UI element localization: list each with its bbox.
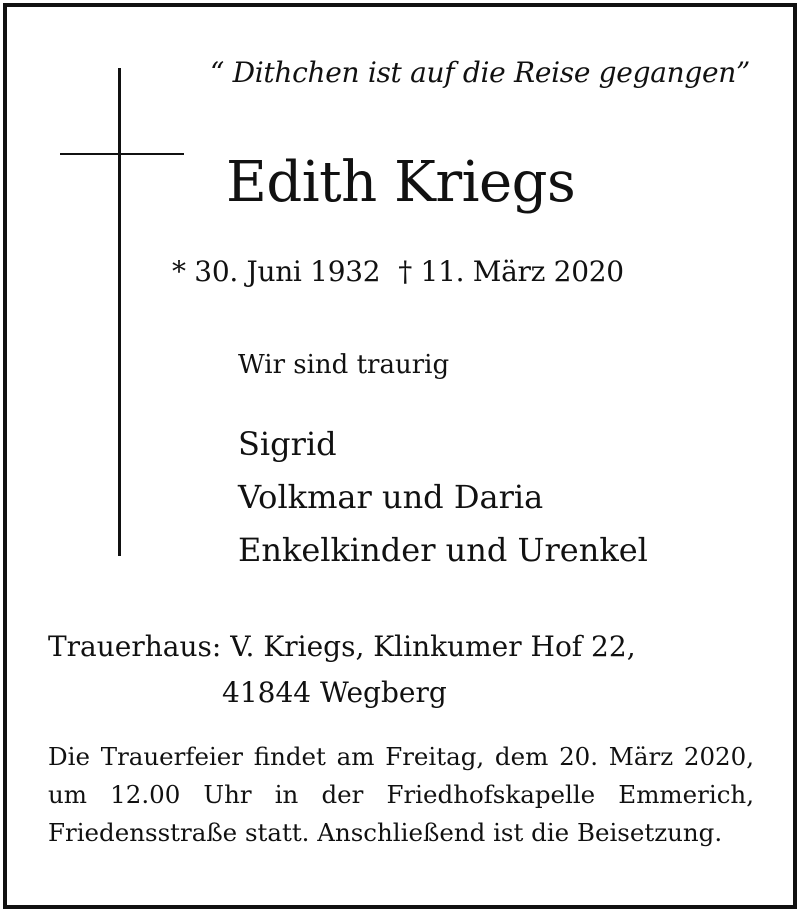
mourning-house-city: 41844 Wegberg [222,676,447,709]
funeral-details: Die Trauerfeier findet am Freitag, dem 20. März 2020, um 12.00 Uhr in der Friedhofskapelle Emmerich, Friedensstraße statt. Anschließend ist die Beisetzung. [48,742,754,847]
mourning-house-address: Trauerhaus: V. Kriegs, Klinkumer Hof 22, [48,630,636,663]
mourning-line: Wir sind traurig [238,350,450,380]
family-member: Volkmar und Daria [238,478,544,516]
cross-icon-horizontal [60,153,184,155]
birth-date: * 30. Juni 1932 [172,255,381,288]
quote: “ Dithchen ist auf die Reise gegangen” [210,56,750,89]
deceased-name: Edith Kriegs [226,150,576,215]
family-member: Enkelkinder und Urenkel [238,531,648,569]
life-dates [172,255,624,288]
death-date: † 11. März 2020 [398,255,624,288]
cross-icon-vertical [118,68,121,556]
family-list [238,418,648,577]
family-member: Sigrid [238,425,337,463]
